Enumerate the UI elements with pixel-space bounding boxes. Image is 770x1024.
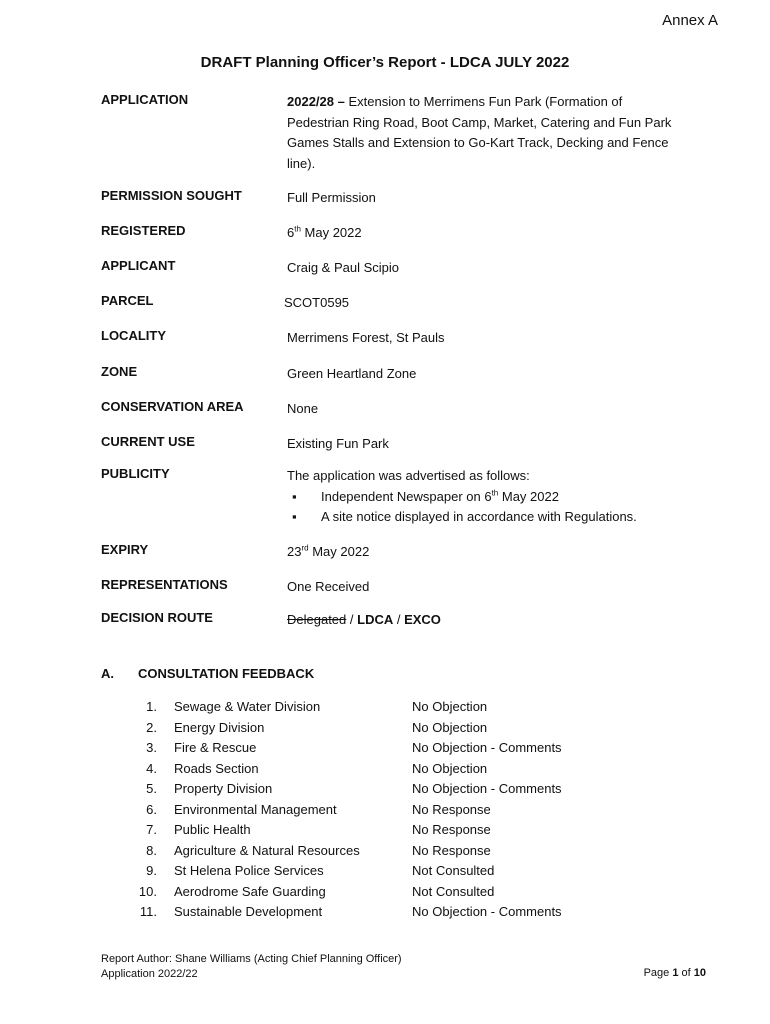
registered-suffix: th (294, 224, 301, 234)
publicity-value (287, 466, 707, 528)
publicity-bullet1-post: May 2022 (498, 488, 559, 504)
application-ref: 2022/28 – (287, 94, 345, 109)
consultation-response: No Response (412, 801, 491, 817)
publicity-bullet2-text: A site notice displayed in accordance with Regulations. (321, 509, 637, 524)
application-value (287, 92, 687, 174)
registered-label: REGISTERED (101, 223, 186, 238)
section-a-heading (101, 666, 314, 681)
consultation-department: Roads Section (174, 760, 259, 776)
zone-label: ZONE (101, 364, 138, 379)
consultation-response: Not Consulted (412, 863, 495, 878)
consultation-number: 5. (146, 781, 157, 796)
consultation-response: No Objection (412, 760, 488, 776)
footer-application: Application 2022/22 (101, 968, 198, 980)
publicity-list (287, 487, 707, 528)
consultation-number: 9. (146, 863, 157, 878)
registered-rest: May 2022 (300, 225, 362, 240)
publicity-bullet1-text: Independent Newspaper on 6 (321, 488, 492, 504)
consultation-department: Agriculture & Natural Resources (174, 842, 360, 858)
consultation-response: No Objection - Comments (412, 781, 562, 796)
decision-sep: / (393, 612, 405, 627)
consultation-department: Sewage & Water Division (174, 699, 321, 714)
consultation-department: Aerodrome Safe Guarding (174, 883, 326, 899)
parcel-value: SCOT0595 (284, 295, 350, 310)
permission-label: PERMISSION SOUGHT (101, 188, 242, 203)
page-total: 10 (693, 967, 706, 979)
current-use-label: CURRENT USE (101, 434, 195, 449)
zone-value: Green Heartland Zone (287, 366, 417, 381)
representations-value: One Received (287, 579, 370, 594)
decision-value (287, 610, 687, 631)
consultation-department: Property Division (174, 781, 273, 796)
expiry-label: EXPIRY (101, 542, 149, 557)
registered-value (287, 223, 687, 244)
consultation-response: No Response (412, 822, 491, 837)
expiry-value (287, 542, 687, 563)
consultation-department: Sustainable Development (174, 904, 323, 919)
conservation-label: CONSERVATION AREA (101, 399, 244, 414)
permission-value: Full Permission (287, 190, 376, 205)
consultation-response: No Objection (412, 719, 488, 735)
consultation-response: Not Consulted (412, 883, 495, 899)
section-a-title: CONSULTATION FEEDBACK (138, 666, 315, 681)
expiry-day: 23 (287, 544, 302, 559)
consultation-number: 6. (146, 801, 157, 817)
consultation-response: No Objection - Comments (412, 904, 562, 919)
consultation-number: 2. (146, 719, 157, 735)
locality-label: LOCALITY (101, 328, 166, 343)
page-prefix: Page (643, 967, 673, 979)
page-current: 1 (672, 967, 679, 979)
expiry-suffix: rd (301, 543, 309, 553)
publicity-label: PUBLICITY (101, 466, 170, 481)
consultation-number: 4. (146, 760, 157, 776)
decision-ldca: LDCA (357, 612, 394, 627)
footer-author: Report Author: Shane Williams (Acting Chief Planning Officer) (101, 953, 402, 965)
annex-label: Annex A (662, 12, 718, 29)
decision-exco: EXCO (404, 612, 441, 627)
consultation-number: 3. (146, 740, 157, 755)
locality-value: Merrimens Forest, St Pauls (287, 330, 445, 345)
registered-day: 6 (287, 225, 295, 240)
page-number (644, 967, 706, 979)
consultation-number: 10. (138, 883, 157, 899)
page-of: of (678, 967, 694, 979)
applicant-value: Craig & Paul Scipio (287, 260, 399, 275)
consultation-department: Energy Division (174, 719, 265, 735)
expiry-rest: May 2022 (308, 544, 370, 559)
publicity-bullet (287, 507, 707, 528)
conservation-value: None (287, 401, 319, 416)
applicant-label: APPLICANT (101, 258, 176, 273)
consultation-department: St Helena Police Services (174, 863, 324, 878)
publicity-intro: The application was advertised as follows: (287, 468, 530, 483)
consultation-number: 8. (146, 842, 157, 858)
current-use-value: Existing Fun Park (287, 436, 389, 451)
consultation-department: Public Health (174, 822, 251, 837)
publicity-bullet1-sup: th (491, 488, 499, 498)
application-label: APPLICATION (101, 92, 189, 107)
parcel-label: PARCEL (101, 293, 154, 308)
consultation-department: Environmental Management (174, 801, 337, 817)
page-title: DRAFT Planning Officer’s Report - LDCA JULY 2022 (200, 54, 570, 71)
consultation-number: 11. (139, 904, 157, 919)
section-a-letter: A. (101, 666, 114, 681)
consultation-response: No Objection - Comments (412, 740, 562, 755)
representations-label: REPRESENTATIONS (101, 577, 228, 592)
publicity-bullet (287, 487, 707, 508)
consultation-number: 7. (146, 822, 157, 837)
footer (101, 952, 402, 982)
consultation-response: No Objection (412, 699, 488, 714)
consultation-response: No Response (412, 842, 491, 858)
decision-sep: / (346, 612, 358, 627)
consultation-number: 1. (146, 699, 157, 714)
decision-delegated: Delegated (287, 612, 347, 627)
decision-label: DECISION ROUTE (101, 610, 213, 625)
consultation-department: Fire & Rescue (174, 740, 257, 755)
application-desc: Extension to Merrimens Fun Park (Formation of Pedestrian Ring Road, Boot Camp, Market, Catering and Fun Park Games Stalls and Extension to Go-Kart Track, Decking and Fence line). (287, 94, 672, 171)
